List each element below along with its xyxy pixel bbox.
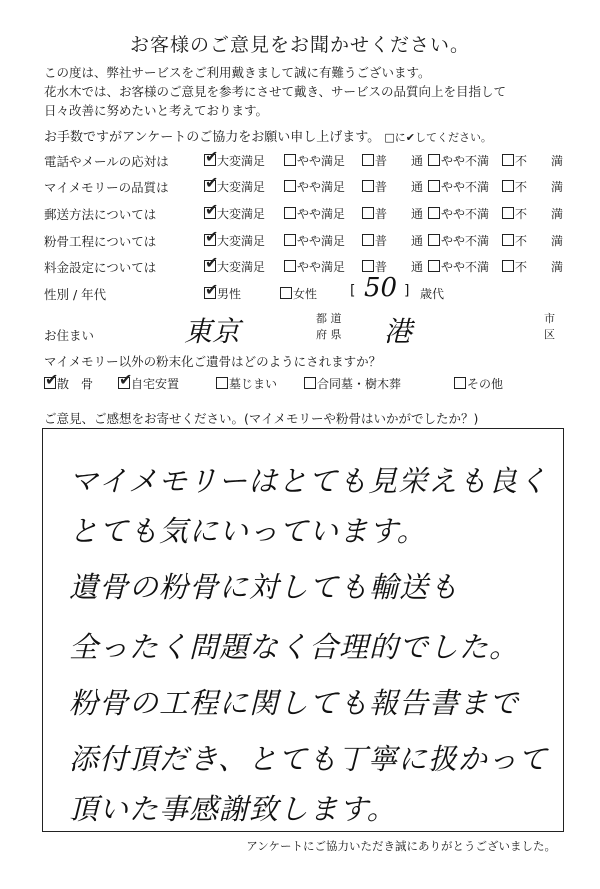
rating-option-label: 大変満足 (217, 207, 266, 221)
checkbox[interactable] (118, 370, 133, 389)
rating-option-label: やや不満 (441, 180, 490, 194)
rating-option-label: 普 通 (375, 207, 424, 221)
checkbox[interactable] (428, 207, 440, 219)
rating-option[interactable] (204, 173, 266, 195)
rating-option[interactable] (428, 205, 489, 222)
rating-option[interactable] (502, 178, 563, 195)
survey-request-text: お手数ですがアンケートのご協力をお願い申し上げます。 (44, 130, 381, 145)
disposal-option-label: 自宅安置 (131, 377, 180, 391)
checkbox[interactable] (204, 253, 219, 272)
rating-option[interactable] (284, 152, 345, 169)
rating-question: 電話やメールの応対は (44, 154, 169, 169)
checkbox[interactable] (362, 260, 374, 272)
address-label: お住まい (44, 328, 95, 343)
rating-option[interactable] (502, 205, 563, 222)
checkbox[interactable] (502, 207, 514, 219)
prefecture-handwritten[interactable]: 東京 (184, 315, 241, 348)
rating-question: マイメモリーの品質は (44, 180, 169, 195)
rating-option-label: 大変満足 (217, 234, 266, 248)
rating-option-label: 不 満 (515, 234, 564, 248)
checkbox[interactable] (204, 280, 219, 299)
rating-option[interactable] (362, 232, 423, 249)
rating-row (44, 173, 584, 200)
rating-option[interactable] (362, 152, 423, 169)
rating-option[interactable] (284, 205, 345, 222)
rating-option-label: 大変満足 (217, 180, 266, 194)
comment-line: 頂いた事感謝致します。 (69, 792, 397, 826)
checkbox[interactable] (216, 377, 228, 389)
check-mark-icon: ✔ (205, 147, 219, 166)
rating-option-label: やや満足 (297, 260, 346, 274)
rating-option-label: やや満足 (297, 180, 346, 194)
check-mark-icon: ✔ (205, 227, 219, 246)
disposal-option-other[interactable] (454, 375, 503, 392)
comment-line: マイメモリーはとても見栄えも良く (69, 464, 549, 498)
comment-question: ご意見、ご感想をお寄せください。(マイメモリーや粉骨はいかがでしたか？) (44, 411, 479, 426)
rating-option[interactable] (284, 178, 345, 195)
rating-option-label: やや不満 (441, 154, 490, 168)
age-open-bracket: [ (350, 283, 356, 299)
survey-request (44, 126, 492, 145)
gender-age-row (44, 273, 584, 307)
rating-option[interactable] (204, 147, 266, 169)
rating-option[interactable] (204, 200, 266, 222)
rating-option-label: 不 満 (515, 260, 564, 274)
checkbox[interactable] (280, 287, 292, 299)
checkbox[interactable] (362, 154, 374, 166)
rating-row (44, 147, 584, 174)
rating-option[interactable] (502, 152, 563, 169)
rating-row (44, 200, 584, 227)
intro-line: 日々改善に努めたいと考えております。 (44, 103, 269, 118)
prefecture-type-label-bottom: 府 県 (316, 328, 342, 341)
checkbox[interactable] (44, 370, 59, 389)
gender-male-option[interactable] (204, 280, 242, 302)
rating-option-label: やや満足 (297, 234, 346, 248)
rating-option-label: やや不満 (441, 260, 490, 274)
checkbox[interactable] (454, 377, 466, 389)
checkbox[interactable] (428, 260, 440, 272)
rating-option-label: 大変満足 (217, 154, 266, 168)
checkbox[interactable] (284, 234, 296, 246)
rating-option[interactable] (204, 227, 266, 249)
checkbox[interactable] (204, 173, 219, 192)
checkbox[interactable] (284, 154, 296, 166)
rating-row (44, 227, 584, 254)
comment-box[interactable] (42, 428, 564, 832)
rating-option-label: やや不満 (441, 207, 490, 221)
disposal-question: マイメモリー以外の粉末化ご遺骨はどのようにされますか？ (44, 354, 382, 369)
rating-option[interactable] (284, 258, 345, 275)
check-mark-icon: ✔ (205, 200, 219, 219)
rating-option-label: 普 通 (375, 154, 424, 168)
comment-line: とても気にいっています。 (69, 514, 427, 548)
checkbox[interactable] (284, 180, 296, 192)
disposal-option-grave-closing[interactable] (216, 375, 277, 392)
check-mark-icon: ✔ (119, 370, 133, 389)
city-type-label-bottom: 区 (544, 328, 555, 341)
age-value-handwritten[interactable]: 50 (364, 273, 398, 303)
rating-option[interactable] (284, 232, 345, 249)
footer-thanks: アンケートにご協力いただき誠にありがとうございました。 (246, 839, 556, 853)
disposal-options (44, 370, 584, 397)
rating-option-label: やや満足 (297, 207, 346, 221)
rating-option-label: 大変満足 (217, 260, 266, 274)
disposal-option-label: 散 骨 (57, 377, 94, 391)
disposal-option-label: 合同墓・樹木葬 (317, 377, 402, 391)
city-handwritten[interactable]: 港 (384, 315, 413, 348)
checkbox[interactable] (502, 180, 514, 192)
rating-option-label: やや不満 (441, 234, 490, 248)
checkbox[interactable] (362, 207, 374, 219)
rating-option-label: 普 通 (375, 260, 424, 274)
checkbox[interactable] (502, 260, 514, 272)
rating-option[interactable] (204, 253, 266, 275)
age-unit: 歳代 (420, 287, 445, 301)
disposal-option-shared-grave[interactable] (304, 375, 401, 392)
check-mark-icon: ✔ (205, 173, 219, 192)
checkbox[interactable] (362, 234, 374, 246)
rating-option-label: 不 満 (515, 154, 564, 168)
rating-option[interactable] (502, 258, 563, 275)
checkbox[interactable] (428, 154, 440, 166)
rating-option-label: 普 通 (375, 234, 424, 248)
comment-line: 添付頂だき、とても丁寧に扱かって (69, 742, 548, 776)
page-title: お客様のご意見をお聞かせください。 (129, 34, 470, 56)
rating-option[interactable] (428, 178, 489, 195)
city-type-label-top: 市 (544, 312, 555, 325)
disposal-option-scatter[interactable] (44, 370, 94, 392)
checkbox[interactable] (428, 180, 440, 192)
age-close-bracket: ] (404, 283, 410, 299)
check-mark-icon: ✔ (205, 280, 219, 299)
gender-male-label: 男性 (217, 287, 242, 301)
rating-option[interactable] (428, 152, 489, 169)
checkbox[interactable] (362, 180, 374, 192)
checkbox[interactable] (204, 227, 219, 246)
rating-option[interactable] (428, 232, 489, 249)
disposal-option-label: その他 (467, 377, 504, 391)
rating-option[interactable] (428, 258, 489, 275)
rating-option[interactable] (502, 232, 563, 249)
rating-option[interactable] (362, 178, 423, 195)
rating-option-label: 普 通 (375, 180, 424, 194)
rating-row (44, 253, 584, 280)
check-mark-icon: ✔ (45, 370, 59, 389)
checkbox[interactable] (284, 207, 296, 219)
disposal-option-label: 墓じまい (229, 377, 278, 391)
rating-option-label: 不 満 (515, 207, 564, 221)
checkbox[interactable] (502, 154, 514, 166)
checkbox[interactable] (428, 234, 440, 246)
intro-text (44, 63, 584, 120)
rating-option-label: やや満足 (297, 154, 346, 168)
comment-line: 粉骨の工程に関しても報告書まで (69, 686, 520, 720)
rating-question: 粉骨工程については (44, 234, 157, 249)
rating-option-label: 不 満 (515, 180, 564, 194)
gender-age-label: 性別 / 年代 (44, 287, 107, 302)
checkbox[interactable] (304, 377, 316, 389)
rating-question: 郵送方法については (44, 207, 157, 222)
rating-option[interactable] (362, 205, 423, 222)
gender-female-option[interactable] (280, 285, 317, 302)
checkbox[interactable] (502, 234, 514, 246)
check-hint: □に✔してください。 (384, 131, 492, 144)
checkbox[interactable] (284, 260, 296, 272)
prefecture-type-label-top: 都 道 (316, 312, 342, 325)
gender-female-label: 女性 (293, 287, 318, 301)
checkbox[interactable] (204, 147, 219, 166)
disposal-option-home[interactable] (118, 370, 180, 392)
address-row (44, 312, 584, 350)
intro-line: 花水木では、お客様のご意見を参考にさせて戴き、サービスの品質向上を目指して (44, 84, 507, 99)
intro-line: この度は、弊社サービスをご利用戴きまして誠に有難うございます。 (44, 65, 431, 80)
rating-question: 料金設定については (44, 260, 157, 275)
comment-line: 全ったく問題なく合理的でした。 (69, 630, 520, 664)
comment-line: 遺骨の粉骨に対しても輸送も (69, 570, 460, 604)
check-mark-icon: ✔ (205, 253, 219, 272)
checkbox[interactable] (204, 200, 219, 219)
